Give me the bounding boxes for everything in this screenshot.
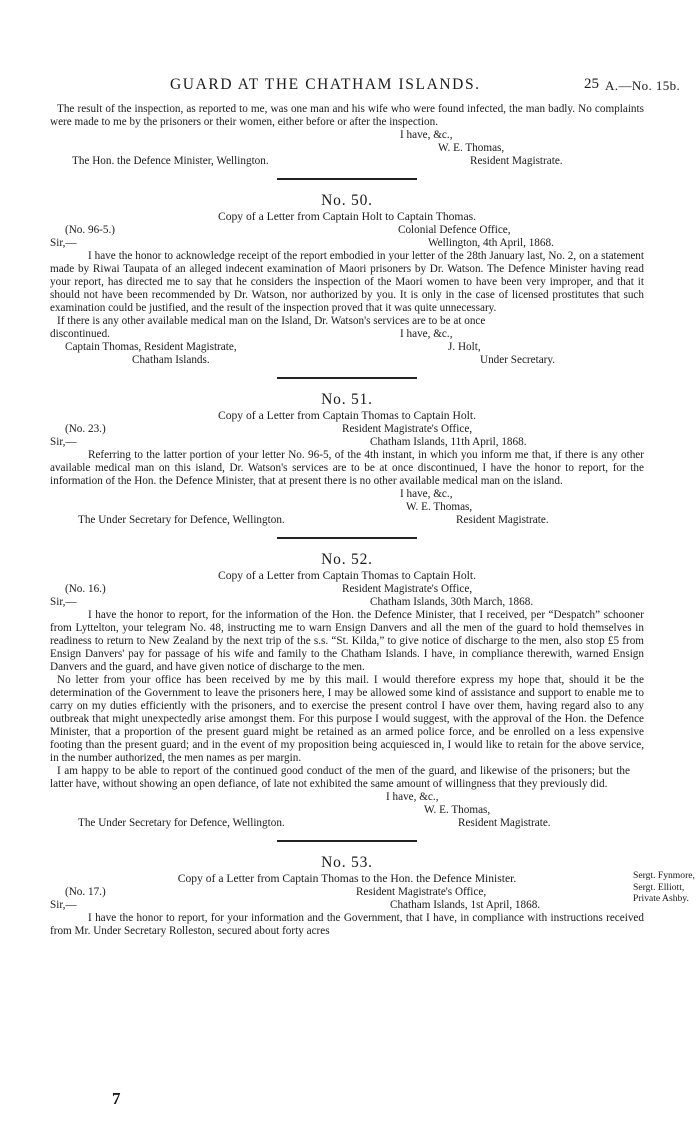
addressee: The Under Secretary for Defence, Wellington. bbox=[78, 817, 285, 829]
letter-number: No. 51. bbox=[321, 391, 373, 408]
addressee: Captain Thomas, Resident Magistrate, bbox=[65, 341, 237, 353]
margin-note bbox=[633, 870, 699, 905]
letter-number: No. 53. bbox=[321, 854, 373, 871]
signer-title: Under Secretary. bbox=[480, 354, 556, 366]
letter-number: No. 52. bbox=[321, 551, 373, 568]
section-rule bbox=[277, 537, 417, 539]
salutation: Sir,— bbox=[50, 596, 77, 608]
signature-mark: 7 bbox=[112, 1089, 121, 1108]
signer-title: Resident Magistrate. bbox=[456, 514, 549, 526]
letter-caption: Copy of a Letter from Captain Thomas to Captain Holt. bbox=[217, 569, 477, 582]
signer-name: W. E. Thomas, bbox=[406, 501, 473, 513]
letter-number: No. 50. bbox=[321, 192, 373, 209]
closing: I have, &c., bbox=[386, 791, 439, 803]
letter-no-51 bbox=[50, 391, 644, 527]
office: Resident Magistrate's Office, bbox=[356, 886, 487, 898]
letter-caption: Copy of a Letter from Captain Thomas to the Hon. the Defence Minister. bbox=[177, 872, 517, 885]
letter-ref: (No. 96-5.) bbox=[65, 224, 116, 236]
office: Colonial Defence Office, bbox=[398, 224, 511, 236]
running-title: GUARD AT THE CHATHAM ISLANDS. bbox=[170, 76, 481, 93]
letter-caption: Copy of a Letter from Captain Thomas to Captain Holt. bbox=[217, 409, 477, 422]
paragraph: No letter from your office has been received by me by this mail. I would therefore express my hope that, should it be the determination of the Government to leave the prisoners here, I may be allowed some kind of assistance and support to enable me to carry on my duties efficiently with the prisoners, and to exercise the present control I have over them, having regard also to any outbreak that might unexpectedly arise amongst them. For this purpose I would suggest, with the approval of the Hon. the Defence Minister, that a proportion of the present guard might be retained as an armed police force, and be enrolled on a less expensive footing than the present guard; and in the event of my proposition being acquiesced in, I would like to retain for the above service, in the number authorized, the men names as per margin. bbox=[50, 674, 644, 764]
paragraph: Referring to the latter portion of your letter No. 96-5, of the 4th instant, in which you inform me that, if there is any other available medical man on this island, Dr. Watson's services are to be at once discontinued, I have the honor to report, for the information of the Hon. the Defence Minister, that at present there is no other available medical man on the island. bbox=[50, 449, 644, 487]
page-body bbox=[50, 103, 644, 938]
signer-name: W. E. Thomas, bbox=[438, 142, 505, 154]
letter-ref: (No. 23.) bbox=[65, 423, 106, 435]
letter-continuation bbox=[50, 103, 644, 168]
paragraph: The result of the inspection, as reported to me, was one man and his wife who were found infected, the man badly. No complaints were made to me by the prisoners or their women, either before or after the inspection. bbox=[50, 103, 644, 128]
letter-ref: (No. 17.) bbox=[65, 886, 106, 898]
margin-name: Sergt. Elliott, bbox=[633, 881, 685, 893]
letter-no-53 bbox=[50, 854, 644, 938]
page-header bbox=[0, 78, 700, 98]
section-rule bbox=[277, 178, 417, 180]
paragraph: I am happy to be able to report of the continued good conduct of the men of the guard, and likewise of the prisoners; but the latter have, without showing an open defiance, of late not exhibited the same amount of willingness that they previously did. bbox=[50, 765, 630, 790]
date-line: Chatham Islands, 30th March, 1868. bbox=[370, 596, 534, 608]
paragraph: I have the honor to report, for the information of the Hon. the Defence Minister, that I received, per “Despatch” schooner from Lyttelton, your telegram No. 48, instructing me to warn Ensign Danvers and all the men of the guard to hold themselves in readiness to return to New Zealand by the next trip of the s.s. “St. Kilda,” to give notice of discharge to the men, also stop £5 from Ensign Danvers' pay for passage of his wife and family to the Chatham Islands. I have, in compliance therewith, warned Ensign Danvers and the guard, and have given notice of discharge to the men. bbox=[50, 609, 644, 673]
signer-name: J. Holt, bbox=[448, 341, 481, 353]
letter-no-52 bbox=[50, 551, 644, 830]
date-line: Chatham Islands, 1st April, 1868. bbox=[390, 899, 541, 911]
office: Resident Magistrate's Office, bbox=[342, 423, 473, 435]
paper-reference: A.—No. 15b. bbox=[605, 78, 681, 93]
date-line: Wellington, 4th April, 1868. bbox=[428, 237, 554, 249]
salutation: Sir,— bbox=[50, 899, 77, 911]
letter-ref: (No. 16.) bbox=[65, 583, 106, 595]
addressee: The Under Secretary for Defence, Wellington. bbox=[78, 514, 285, 526]
signer-title: Resident Magistrate. bbox=[470, 155, 563, 167]
addressee: The Hon. the Defence Minister, Wellington. bbox=[72, 155, 269, 167]
salutation: Sir,— bbox=[50, 436, 77, 448]
signer-title: Resident Magistrate. bbox=[458, 817, 551, 829]
letter-no-50 bbox=[50, 192, 644, 367]
office: Resident Magistrate's Office, bbox=[342, 583, 473, 595]
closing: I have, &c., bbox=[400, 129, 453, 141]
date-line: Chatham Islands, 11th April, 1868. bbox=[370, 436, 527, 448]
paragraph: I have the honor to acknowledge receipt of the report embodied in your letter of the 28th January last, No. 2, on a statement made by Riwai Taupata of an alleged indecent examination of Maori prisoners by Dr. Watson. The Defence Minister having read your report, has directed me to say that he considers the inspection of the Maori women to have been very improper, and that it should not have been recommended by Dr. Watson, nor authorized by you. It is only in the case of licensed prostitutes that such examination could be justified, and the result of the inspection proved that it was quite unnecessary. bbox=[50, 250, 644, 314]
salutation: Sir,— bbox=[50, 237, 77, 249]
paragraph: I have the honor to report, for your information and the Government, that I have, in compliance with instructions received from Mr. Under Secretary Rolleston, secured about forty acres bbox=[50, 912, 644, 937]
letter-caption: Copy of a Letter from Captain Holt to Captain Thomas. bbox=[217, 210, 477, 223]
signer-name: W. E. Thomas, bbox=[424, 804, 491, 816]
closing: I have, &c., bbox=[400, 488, 453, 500]
closing: I have, &c., bbox=[400, 328, 453, 340]
margin-name: Private Ashby. bbox=[633, 893, 689, 904]
addressee: Chatham Islands. bbox=[132, 354, 210, 366]
section-rule bbox=[277, 840, 417, 842]
paragraph-line: If there is any other available medical man on the Island, Dr. Watson's services are to be at once bbox=[57, 315, 486, 327]
paragraph-line: discontinued. bbox=[50, 328, 110, 340]
page-number: 25 bbox=[584, 76, 599, 92]
section-rule bbox=[277, 377, 417, 379]
margin-name: Sergt. Fynmore, bbox=[633, 870, 695, 881]
